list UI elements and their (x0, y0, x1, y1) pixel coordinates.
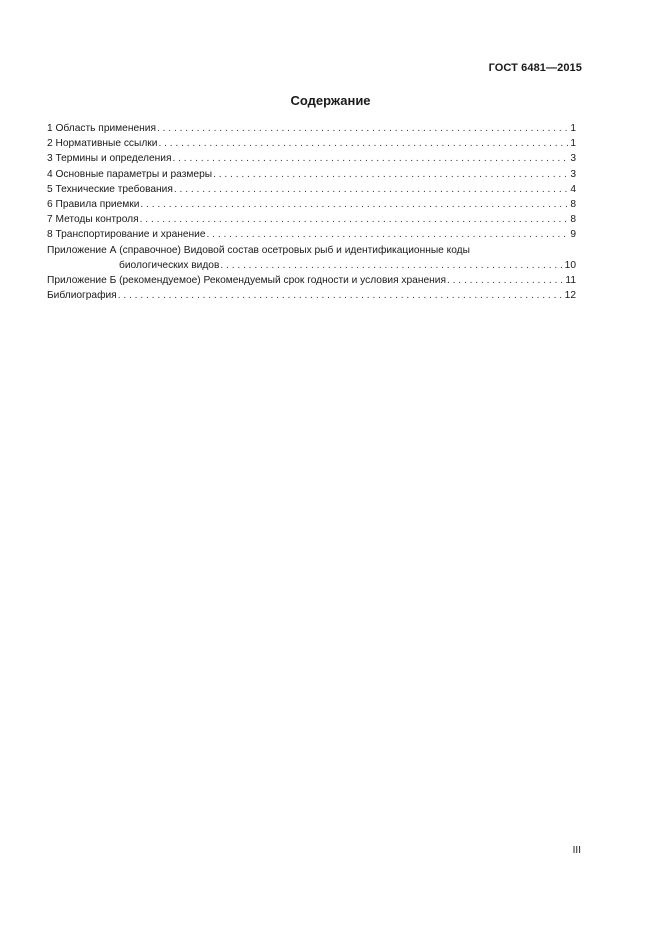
toc-entry-label: 4 Основные параметры и размеры (47, 168, 213, 180)
toc-entry-page: 12 (564, 290, 576, 302)
leader-dots (118, 288, 564, 303)
toc-entry[interactable] (47, 197, 576, 212)
leader-dots (140, 212, 570, 227)
toc-entry-label: 5 Технические требования (47, 183, 173, 195)
toc-entry-label: 1 Область применения (47, 123, 156, 134)
document-code: ГОСТ 6481—2015 (488, 62, 582, 74)
toc-entry-page: 3 (570, 153, 576, 165)
page-number: III (572, 845, 581, 856)
toc-entry-label: Библиография (47, 290, 117, 302)
toc-entry[interactable] (47, 121, 576, 136)
toc-entry[interactable] (47, 212, 576, 227)
leader-dots (174, 182, 569, 197)
toc-entry-page: 1 (570, 138, 576, 150)
toc-entry-label: 3 Термины и определения (47, 153, 172, 165)
leader-dots (447, 273, 564, 288)
toc-entry-label: 2 Нормативные ссылки (47, 138, 158, 150)
toc-entry-label: 7 Методы контроля (47, 214, 139, 226)
toc-entry-page: 3 (570, 168, 576, 180)
leader-dots (213, 167, 569, 182)
leader-dots (220, 258, 563, 273)
leader-dots (157, 121, 569, 136)
toc-entry-page: 1 (570, 123, 576, 134)
toc-entry-page: 8 (570, 214, 576, 226)
toc-entry-page: 9 (570, 229, 576, 241)
toc-entry[interactable] (47, 151, 576, 166)
leader-dots (158, 136, 569, 151)
toc-entry[interactable] (47, 136, 576, 151)
toc-entry-label: Приложение Б (рекомендуемое) Рекомендуемый срок годности и условия хранения (47, 275, 446, 287)
toc-entry[interactable] (47, 167, 576, 182)
toc-entry[interactable] (47, 227, 576, 242)
toc-entry-page: 10 (564, 259, 576, 271)
table-of-contents (47, 121, 576, 303)
toc-entry-page: 8 (570, 199, 576, 211)
leader-dots (207, 227, 570, 242)
toc-entry-page: 11 (565, 275, 576, 287)
toc-entry[interactable] (47, 182, 576, 197)
leader-dots (172, 151, 569, 166)
toc-entry-label: 8 Транспортирование и хранение (47, 229, 206, 241)
toc-entry-page: 4 (570, 183, 576, 195)
toc-entry-label-continuation: биологических видов (119, 259, 220, 271)
toc-entry-label: Приложение А (справочное) Видовой состав осетровых рыб и идентификационные коды (47, 244, 470, 256)
toc-title: Содержание (290, 93, 371, 108)
leader-dots (140, 197, 569, 212)
toc-entry-label: 6 Правила приемки (47, 199, 140, 211)
toc-entry-appendix-b[interactable] (47, 273, 576, 288)
toc-entry-appendix-a[interactable] (47, 243, 576, 273)
toc-entry-bibliography[interactable] (47, 288, 576, 303)
